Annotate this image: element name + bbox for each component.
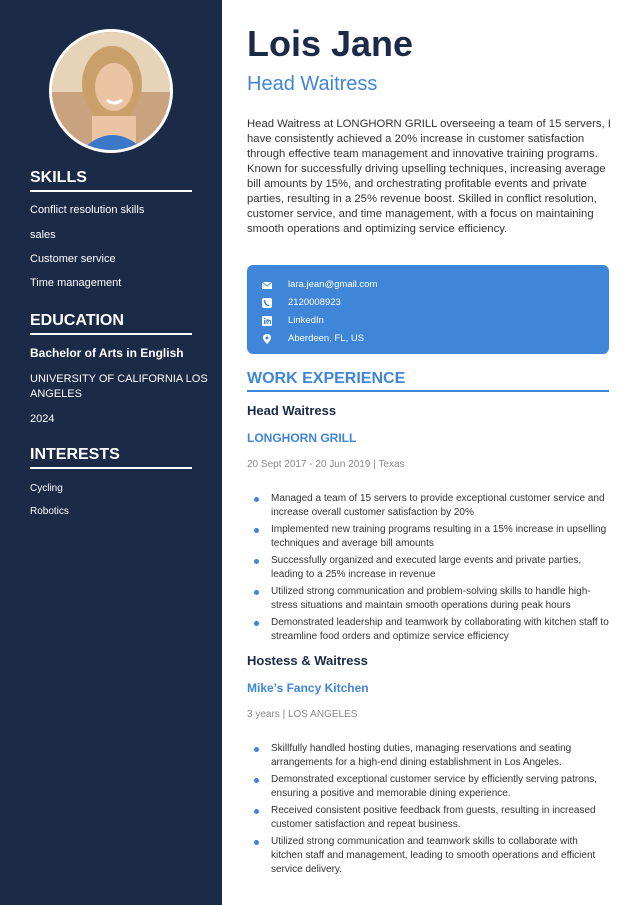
contact-phone[interactable]: 2120008923 (288, 297, 341, 308)
bullet-dot (254, 559, 259, 564)
bullet-text: Managed a team of 15 servers to provide exceptional customer service and increase overall customer satisfaction by 20% (271, 493, 605, 518)
bullet-text: Received consistent positive feedback from guests, resulting in increased customer satisfaction and repeat business. (271, 805, 596, 830)
skill-item: Conflict resolution skills (30, 204, 145, 216)
company-name: Mike’s Fancy Kitchen (247, 681, 369, 695)
bullet-text: Utilized strong communication and problem-solving skills to handle high-stress situations and maintain smooth operations during peak hours (271, 586, 591, 611)
list-item (247, 616, 609, 644)
list-item (247, 492, 609, 520)
mail-icon (261, 279, 273, 291)
interests-heading: INTERESTS (30, 446, 192, 469)
list-item (247, 835, 609, 877)
job-title: Head Waitress (247, 403, 337, 418)
profile-photo (49, 29, 173, 153)
list-item (247, 585, 609, 613)
company-name: LONGHORN GRILL (247, 431, 357, 445)
contact-email[interactable]: lara.jean@gmail.com (288, 279, 378, 290)
job-bullets (247, 742, 609, 880)
job-dates-location: 20 Sept 2017 - 20 Jun 2019 | Texas (247, 459, 405, 470)
candidate-name: Lois Jane (247, 23, 414, 64)
list-item (247, 804, 609, 832)
candidate-role: Head Waitress (247, 73, 378, 95)
list-item (247, 773, 609, 801)
linkedin-icon (261, 315, 273, 327)
bullet-dot (254, 747, 259, 752)
bullet-dot (254, 809, 259, 814)
interest-item: Cycling (30, 483, 63, 494)
bullet-text: Demonstrated exceptional customer service by efficiently serving patrons, ensuring a positive and memorable dining experience. (271, 774, 598, 799)
job-title: Hostess & Waitress (247, 653, 368, 668)
bullet-dot (254, 778, 259, 783)
bullet-text: Demonstrated leadership and teamwork by collaborating with kitchen staff to streamline food orders and optimize service efficiency (271, 617, 609, 642)
work-experience-heading: WORK EXPERIENCE (247, 370, 609, 392)
university: UNIVERSITY OF CALIFORNIA LOS ANGELES (30, 373, 208, 400)
location-pin-icon (261, 333, 273, 345)
skill-item: Customer service (30, 253, 116, 265)
job-dates-location: 3 years | LOS ANGELES (247, 709, 358, 720)
bullet-text: Successfully organized and executed large events and private parties, leading to a 25% increase in revenue (271, 555, 582, 580)
degree: Bachelor of Arts in English (30, 346, 184, 360)
interest-item: Robotics (30, 506, 69, 517)
bullet-dot (254, 590, 259, 595)
skill-item: sales (30, 229, 56, 241)
graduation-year: 2024 (30, 413, 55, 425)
contact-linkedin[interactable]: LinkedIn (288, 315, 324, 326)
contact-panel (247, 265, 609, 354)
sidebar (0, 0, 222, 905)
bullet-text: Utilized strong communication and teamwork skills to collaborate with kitchen staff and management, leading to smooth operations and efficient service delivery. (271, 836, 596, 875)
bullet-dot (254, 621, 259, 626)
education-heading: EDUCATION (30, 312, 192, 335)
list-item (247, 523, 609, 551)
job-bullets (247, 492, 609, 647)
skill-item: Time management (30, 277, 122, 289)
list-item (247, 742, 609, 770)
bullet-dot (254, 840, 259, 845)
phone-icon (261, 297, 273, 309)
list-item (247, 554, 609, 582)
contact-location: Aberdeen, FL, US (288, 333, 365, 344)
professional-summary: Head Waitress at LONGHORN GRILL overseeing a team of 15 servers, I have consistently achieved a 20% increase in customer satisfaction through effective team management and innovative training programs. Known for successfully driving upselling techniques, increasing average bill amounts by 15%, and orchestrating profitable events and private parties, resulting in a 25% revenue boost. Skilled in conflict resolution, customer service, and time management, with a focus on maintaining smooth operations and optimizing service efficiency. (247, 118, 611, 235)
skills-heading: SKILLS (30, 169, 192, 192)
bullet-text: Implemented new training programs resulting in a 15% increase in upselling techniques and average bill amounts (271, 524, 607, 549)
bullet-text: Skillfully handled hosting duties, managing reservations and seating arrangements for a high-end dining establishment in Los Angeles. (271, 743, 572, 768)
bullet-dot (254, 528, 259, 533)
bullet-dot (254, 497, 259, 502)
